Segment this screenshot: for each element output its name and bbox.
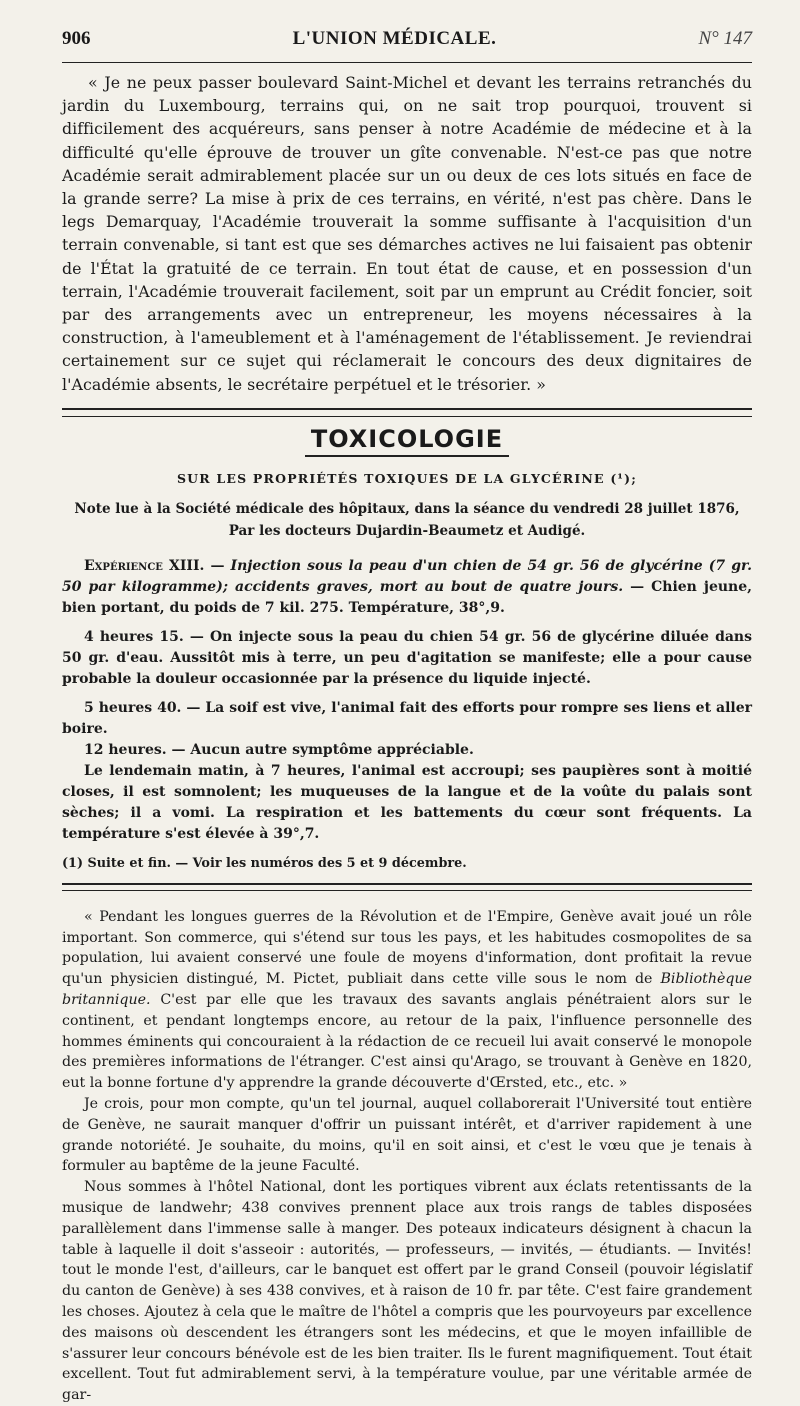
experiment-intro: — Chien jeune, bien portant, du poids de 7 kil. 275. Température, 38°,9.: [62, 578, 752, 616]
feuilleton-p1-italic: Bibliothèque britannique.: [62, 971, 752, 1009]
journal-page: [62, 28, 752, 1406]
article-note-line1: Note lue à la Société médicale des hôpitaux, dans la séance du vendredi 28 juillet 1876,: [74, 500, 740, 517]
running-head: [62, 28, 752, 63]
feuilleton-bottom-paragraph-2: Je crois, pour mon compte, qu'un tel journal, auquel collaborerait l'Université tout entière de Genève, ne saurait manquer d'offrir un puissant intérêt, et d'arriver rapidement à une grande notoriété. Je souhaite, du moins, qu'il en soit ainsi, et c'est le vœu que je tenais à formuler au baptême de la jeune Faculté.: [62, 1096, 752, 1175]
experiment-paragraph: [62, 556, 752, 619]
page-number: 906: [62, 28, 91, 49]
experiment-paragraph-3: 5 heures 40. — La soif est vive, l'animal fait des efforts pour rompre ses liens et aller boire.: [62, 699, 752, 737]
section-heading-text: TOXICOLOGIE: [305, 425, 509, 457]
experiment-label: Expérience XIII.: [84, 557, 205, 574]
experiment-paragraph-2: 4 heures 15. — On injecte sous la peau du chien 54 gr. 56 de glycérine diluée dans 50 gr. d'eau. Aussitôt mis à terre, un peu d'agitation se manifeste; elle a pour cause probable la douleur occasionnée par la présence du liquide injecté.: [62, 628, 752, 687]
experiment-title: Injection sous la peau d'un chien de 54 gr. 56 de glycérine (7 gr. 50 par kilogramme); accidents graves, mort au bout de quatre jours.: [62, 557, 752, 595]
feuilleton-bottom-paragraph-3: Nous sommes à l'hôtel National, dont les portiques vibrent aux éclats retentissants de la musique de landwehr; 438 convives prennent place aux trois rangs de tables disposées parallèlement dans l'immense salle à manger. Des poteaux indicateurs désignent à chacun la table à laquelle il doit s'asseoir : autorités, — professeurs, — invités, — étudiants. — Invités! tout le monde l'est, d'ailleurs, car le banquet est offert par le grand Conseil (pouvoir législatif du canton de Genève) à ses 438 convives, et à raison de 10 fr. par tête. C'est faire grandement les choses. Ajoutez à cela que le maître de l'hôtel a compris que les pourvoyeurs par excellence des maisons où descendent les étrangers sont les médecins, et que le moyen infaillible de s'assurer leur concours bénévole est de les bien traiter. Ils le furent magnifiquement. Tout était excellent. Tout fut admirablement servi, à la température voulue, par une véritable armée de gar-: [62, 1179, 752, 1404]
feuilleton-p1-end: C'est par elle que les travaux des savants anglais pénétraient alors sur le continent, et pendant longtemps encore, au retour de la paix, l'influence personnelle des hommes éminents qui concouraient à la rédaction de ce recueil lui avait conservé le monopole des premières informations de l'étranger. C'est ainsi qu'Arago, se trouvant à Genève en 1820, eut la bonne fortune d'y apprendre la grande découverte d'Œrsted, etc., etc. »: [62, 992, 752, 1092]
article-note: [62, 498, 752, 542]
experiment-paragraph-4: 12 heures. — Aucun autre symptôme appréciable.: [84, 741, 474, 758]
feuilleton-divider: [62, 883, 752, 891]
article-title: SUR LES PROPRIÉTÉS TOXIQUES DE LA GLYCÉRINE (¹);: [176, 470, 638, 486]
issue-mark: N° 147: [698, 28, 752, 49]
article-authors: Par les docteurs Dujardin-Beaumetz et Audigé.: [228, 522, 586, 539]
section-heading: [62, 425, 752, 459]
footnote: (1) Suite et fin. — Voir les numéros des 5 et 9 décembre.: [62, 855, 467, 871]
section-divider: [62, 408, 752, 417]
feuilleton-p1-start: « Pendant les longues guerres de la Révolution et de l'Empire, Genève avait joué un rôle important. Son commerce, qui s'étend sur tous les pays, et les habitudes cosmopolites de sa population, lui avaient conservé une foule de moyens d'information, dont profitait la revue qu'un physicien distingué, M. Pictet, publiait dans cette ville sous le nom de: [62, 908, 752, 988]
feuilleton-top-paragraph: « Je ne peux passer boulevard Saint-Michel et devant les terrains retranchés du jardin du Luxembourg, terrains qui, on ne sait trop pourquoi, trouvent si difficilement des acquéreurs, sans penser à notre Académie de médecine et à la difficulté qu'elle éprouve de trouver un gîte convenable. N'est-ce pas que notre Académie serait admirablement placée sur un ou deux de ces lots situés en face de la grande serre? La mise à prix de ces terrains, en vérité, n'est pas chère. Dans le legs Demarquay, l'Académie trouverait la somme suffisante à l'acquisition d'un terrain convenable, si tant est que ses démarches actives ne lui faisaient pas obtenir de l'État la gratuité de ce terrain. En tout état de cause, et en possession d'un terrain, l'Académie trouverait facilement, soit par un emprunt au Crédit foncier, soit par des arrangements avec un entrepreneur, les moyens nécessaires à la construction, à l'ameublement et à l'aménagement de l'établissement. Je reviendrai certainement sur ce sujet qui réclamerait le concours des deux dignitaires de l'Académie absents, le secrétaire perpétuel et le trésorier. »: [62, 73, 752, 394]
feuilleton-bottom-paragraph-1: [62, 907, 752, 1094]
experiment-dash: —: [204, 557, 231, 574]
journal-title: L'UNION MÉDICALE.: [292, 28, 497, 49]
experiment-paragraph-5: Le lendemain matin, à 7 heures, l'animal est accroupi; ses paupières sont à moitié closes, il est somnolent; les muqueuses de la langue et de la voûte du palais sont sèches; il a vomi. La respiration et les battements du cœur sont fréquents. La température s'est élevée à 39°,7.: [62, 762, 752, 842]
